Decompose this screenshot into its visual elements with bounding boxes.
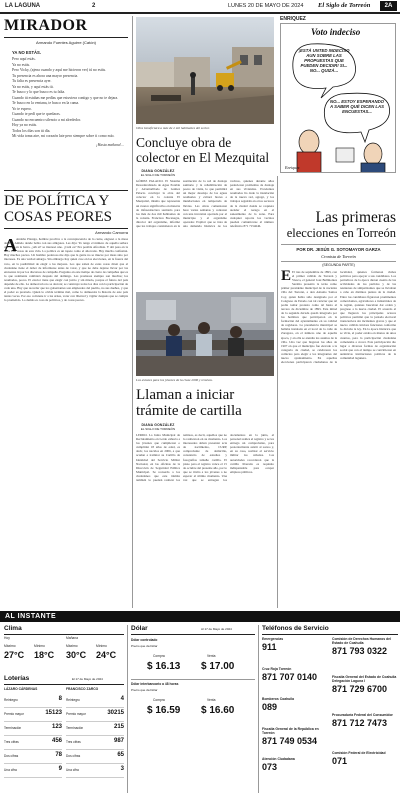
tramite-body: LERDO. La Junta Municipal de Reclutamiento en Lerdo exhorta a los jóvenes que cumplieron o cumplirán 18 años de edad, es decir, los nacidos en 2006, a que acudan a tramitar su Cartilla de Identidad del Servicio Militar Nacional, en las oficinas de la Dirección de Seguridad Pública Municipal. Se recuerda a los ciudadanos que este trámite también lo pueden realizar los remisos, es decir, aquellos que no lo realizaron en su momento. Los interesados deben presentar acta de nacimiento, CURP, comprobante de domicilio, constancia de estudios y fotografías tamaño cartilla. El plazo para el registro vence el 15 de octubre del presente año, por lo que se invita a los jóvenes a no esperar al último momento. Una vez que se entregan los documentos en la junta, el personal realiza el registro y se les entrega un comprobante, para posteriormente asistir al sorteo y, en su caso, realizar el servicio militar los sábados. Las autoridades recordaron que la cartilla liberada es requisito indispensable para ocupar empleos públicos. xyxy=(136,433,274,483)
tramite-title-line2: trámite de cartilla xyxy=(136,403,242,419)
mirador-line: Ya no estás, y aquí estás tú. xyxy=(12,84,54,89)
mezquital-caption: Obra beneficiará a más de 2 mil habitantes del sector. xyxy=(136,126,210,130)
tramite-caption: Los aviones para los jóvenes de la clase 2006 y remisos. xyxy=(136,378,213,382)
elecciones-article xyxy=(281,210,396,608)
elecciones-role: Cronista de Torreón xyxy=(321,254,356,259)
al-instante-label: AL INSTANTE xyxy=(5,612,57,620)
phone-label: Bomberos Coahuila xyxy=(262,697,295,701)
lottery-row xyxy=(66,722,124,736)
lottery-row-value: 30215 xyxy=(107,710,124,716)
phone-number: 871 712 7473 xyxy=(332,718,388,728)
loterias-panel xyxy=(4,675,124,793)
mirador-line: Cuando te pedí que te quedaras. xyxy=(12,112,61,116)
enriquez-cartoon xyxy=(280,23,396,173)
elecciones-title-line1: Las primeras xyxy=(315,209,396,226)
lottery-row-label: Reintegro xyxy=(4,698,18,702)
phone-entry xyxy=(332,713,398,751)
tramite-title xyxy=(136,387,278,419)
issue-date: LUNES 20 DE MAYO DE 2024 xyxy=(228,3,304,9)
mirador-line: Cuando tú estabas me pedías que estuviera contigo y que no te dejara. xyxy=(12,95,119,100)
dolar-interbancario-label: Dólar interbancario a 48 horas xyxy=(131,682,179,686)
section-name: LA LAGUNA xyxy=(5,3,41,9)
mezquital-source: EL SIGLO DE TORREÓN xyxy=(140,173,176,177)
mirador-column xyxy=(4,17,128,187)
cartoon-bubble-2: NO... ESTOY ESPERANDO A SABER QUÉ DICEN LAS ENCUESTAS... xyxy=(329,99,385,114)
phone-entry xyxy=(262,637,328,667)
lottery-row-value: 9 xyxy=(58,766,62,772)
politica-body: A Andaba Pitonga, hombre proclive a la concupiscencia de la carne, engresó a la mesa del Bar Anhelo donde bebía con sus amigotes. Les dijo: Yo tengo el número de aquella señora que está en la barra. ¿Ah sí? se interesó uno. ¿Cuál es? Era posible Afrodisia. Y ahí pasa en la nota. Las cosas de esta vida. La política es un tapete como el ahorcado. Hay mucha confusión. Hay muchos pactos. Un hombre poderoso me dijo que la gente no se mueve por ideas sino por intereses. Es una verdad amarga. Sin embargo hay quien cree en las elecciones, en la fuerza del voto, en la posibilidad de elegir a los mejores. Los que saben de estas cosas dicen que el ciudadano tiene el deber de informarse antes de votar, y que no debe dejarse llevar por las encuestas ni por los discursos de campaña. Pregunto en este tiempo de cierre de campañas qué es lo que realmente cambiará después del domingo. Las promesas siempre son muchas; los resultados, pocos. El elector tiene que elegir con juicio y sin miedo, porque el futuro del país depende de ello. La democracia no se decreta; se construye todos los días con la participación de cada uno. Hay que recordar que los gobernantes son empleados del pueblo, no sus dueños, y que el poder es prestado. Quien lo olvida termina mal, como lo demuestra la historia de este país tantas veces. Por eso conviene ir a las urnas, votar con libertad y vigilar después que se cumpla lo prometido. Lo demás es cosa de políticos, y de cosas peores. xyxy=(4,237,128,303)
clima-value-3: 30°C xyxy=(66,650,87,660)
politica-author: Armando Camorra xyxy=(95,230,128,235)
mirador-line: Hoy ya no estás. xyxy=(12,123,38,127)
dolar-sell-label-1: Venta xyxy=(207,654,216,658)
dolar-sell-label-2: Venta xyxy=(207,698,216,702)
phone-label: Comisión Federal de Electricidad xyxy=(332,751,386,755)
telefonos-right-column xyxy=(332,637,398,789)
clima-value-2: 18°C xyxy=(34,650,55,660)
lottery-row-value: 15123 xyxy=(45,710,62,716)
mirador-line: Tu falta es presencia ayer. xyxy=(12,79,52,83)
paper-name: El Siglo de Torreón xyxy=(318,2,371,9)
phone-entry xyxy=(332,675,398,713)
mirador-line: Tu presencia es ahora una mayor presencia. xyxy=(12,73,79,78)
al-instante-bar xyxy=(0,611,400,622)
lottery-row-label: Terminación xyxy=(66,726,84,730)
phone-label: Comisión de Derechos Humanos del Estado de Coahuila xyxy=(332,637,391,645)
cartoon-title: Voto indeciso xyxy=(311,27,361,37)
elecciones-part: (SEGUNDA PARTE) xyxy=(322,263,355,267)
street-works-image xyxy=(136,17,274,124)
mirador-line: Yo te espero. xyxy=(12,106,32,111)
loterias-date: El 17 de Mayo de 2024 xyxy=(72,677,103,681)
lottery-row xyxy=(4,736,62,750)
mirador-line: ¡Hasta mañana!... xyxy=(96,142,124,147)
clima-title: Clima xyxy=(4,625,22,632)
tramite-article xyxy=(136,423,274,608)
lottery-row-label: Terminación xyxy=(4,726,22,730)
tramite-title-line1: Llaman a iniciar xyxy=(136,387,235,403)
phone-label: Fiscalía General de la República en Torreón xyxy=(262,727,319,735)
lottery-row-value: 987 xyxy=(113,738,124,744)
lottery-row-label: Premio mayor xyxy=(66,712,86,716)
dolar-interbancario-sub: Precio que da Dólar xyxy=(131,688,158,692)
mezquital-photo xyxy=(136,17,274,124)
dolar-buy-label-2: Compra xyxy=(153,698,165,702)
elecciones-body: E El tres de septiembre de 1893, con el primer cabildo de Torreón y Viesca, el general José Bellmontes Sarabia presentó la terna como primer presidente municipal de la naciente villa del Torreón, a don Antonio Santos Coy, quien había sido designado por el Congreso de Estado con tal carácter que tal podía tomar protesta como tal hasta el tercero de diciembre de 1893. Esta mitad de la segunda década quedó integrada por los hombres que participaron en la formación del ayuntamiento en su calidad de regidores. La presidencia municipal se hallaba instalada en el local de la calle de Zaragoza, en el número uno de aquella época, y en ella se atendía los asuntos de la villa. Una vez que llegaron los años de 1907 en que el municipio fue elevado a la categoría de ciudad, se celebraron los comicios para elegir a los integrantes del nuevo ayuntamiento. En aquellas elecciones participaron ciudadanos de la localidad, quienes formaron clubes políticos para apoyar a sus candidatos. Los periódicos de la época dieron cuenta de las actividades de los partidos y de las reuniones de simpatizantes que se llevaban a cabo en distintos puntos de la ciudad. Entre los candidatos figuraron prominentes comerciantes, agricultores e industriales de la región, quienes buscaban dar orden y progreso a la nueva ciudad. El acuerdo al que llegaron los principales actores políticos permitió que la jornada electoral transcurriera sin incidentes graves y que el nuevo cabildo iniciara funciones conforme lo dictaba la ley. En la época histórica que se vivía, el poder estaba en manos de unos cuantos, pero la participación ciudadana comenzaba a crecer. Esta participación dio lugar a diversas formas de organización social que con el tiempo se convirtieron en auténticas instituciones políticas de la comunidad lagunera. xyxy=(281,270,396,365)
mezquital-body: GÓMEZ PALACIO. El Sistema Descentralizado de Agua Potable y Alcantarillado de Gómez Palacio concluyó la obra del colector en la colonia El Mezquital, misma que representa un avance significativo en materia de infraestructura sanitaria para los más de dos mil habitantes de la colonia. Francisco Bocanegra, director del organismo, informó que los trabajos consistieron en la sustitución de la red de drenaje sanitario y la rehabilitación de pozos de visita, lo que permitirá un mejor desalojo de las aguas residuales y evitará brotes e inundaciones en temporada de lluvias. Las obras comenzaron hace varias semanas y contaron con una inversión aportada por el municipio y el organismo operador. Explicó que se trata de una demanda histórica de los vecinos, quienes durante años padecieron problemas de drenaje en sus viviendas. Excelentes resultados ha dado la instalación de la nueva red, agregó, y los trabajos seguirán en otros sectores de la ciudad donde se requiere atender el rezago en el saneamiento de la zona. Para cualquier reporte los vecinos pueden comunicarse al número telefónico 871 7154646. xyxy=(136,179,274,229)
politica-text: Andaba Pitonga, hombre proclive a la concupiscencia de la carne, engresó a la mesa del Bar Anhelo donde bebía con sus amigotes. Les dijo: Yo tengo el número de aquella señora que está en la barra. ¿Ah sí? se interesó uno. ¿Cuál es? Era posible Afrodisia. Y ahí pasa en la nota. Las cosas de esta vida. La política es un tapete como el ahorcado. Hay mucha confusión. Hay muchos pactos. Un hombre poderoso me dijo que la gente no se mueve por ideas sino por intereses. Es una verdad amarga. Sin embargo hay quien cree en las elecciones, en la fuerza del voto, en la posibilidad de elegir a los mejores. Los que saben de estas cosas dicen que el ciudadano tiene el deber de informarse antes de votar, y que no debe dejarse llevar por las encuestas ni por los discursos de campaña. Pregunto en este tiempo de cierre de campañas qué es lo que realmente cambiará después del domingo. Las promesas siempre son muchas; los resultados, pocos. El elector tiene que elegir con juicio y sin miedo, porque el futuro del país depende de ello. La democracia no se decreta; se construye todos los días con la participación de cada uno. Hay que recordar que los gobernantes son empleados del pueblo, no sus dueños, y que el poder es prestado. Quien lo olvida termina mal, como lo demuestra la historia de este país tantas veces. Por eso conviene ir a las urnas, votar con libertad y vigilar después que se cumpla lo prometido. Lo demás es cosa de políticos, y de cosas peores. xyxy=(4,237,128,303)
mirador-line: Mi vida toma aire, mi corazón late pero siempre sobre ti como mío. xyxy=(12,134,115,138)
clima-value-1: 27°C xyxy=(4,650,25,660)
dolar-buy-1: $ 16.13 xyxy=(147,661,181,672)
clima-col-3: Máximo xyxy=(66,644,78,648)
phone-number: 871 749 0534 xyxy=(262,736,318,746)
lottery-row-value: 3 xyxy=(120,766,124,772)
clima-col-2: Mínimo xyxy=(34,644,45,648)
phone-label: Fiscalía General del Estado de Coahuila Delegación Laguna I xyxy=(332,675,397,683)
phone-number: 871 793 0322 xyxy=(332,646,388,656)
lottery-row xyxy=(4,708,62,722)
lottery-row-label: Tres cifras xyxy=(4,740,19,744)
mirador-line: Pero aquí estás. xyxy=(12,57,36,61)
clima-day-1: Hoy xyxy=(4,636,10,640)
dolar-buy-label-1: Compra xyxy=(153,654,165,658)
lottery-row xyxy=(66,750,124,764)
elecciones-title-line2: elecciones en Torreón xyxy=(286,226,396,240)
dolar-controlado-sub: Precio que da Dólar xyxy=(131,644,158,648)
phone-entry xyxy=(332,751,398,789)
mirador-line: Ya no estás. xyxy=(12,62,31,67)
loteria-left-table xyxy=(4,694,62,778)
phone-entry xyxy=(262,757,328,787)
mirador-line: Todos los días son tú día. xyxy=(12,128,51,133)
cartoon-signature: Enriquez xyxy=(285,165,300,170)
lottery-row-label: Premio mayor xyxy=(4,712,24,716)
phone-number: 073 xyxy=(262,762,278,772)
phone-entry xyxy=(332,637,398,675)
dolar-sell-1: $ 17.00 xyxy=(201,661,235,672)
tramite-photo xyxy=(136,292,274,376)
phone-entry xyxy=(262,667,328,697)
mirador-poem xyxy=(12,57,124,148)
clima-panel xyxy=(4,625,124,671)
lottery-row-value: 65 xyxy=(117,752,124,758)
lottery-row xyxy=(4,764,62,778)
tramite-author: DIANA GONZÁLEZ xyxy=(141,423,175,427)
mirador-line: Te busco en la ventana, te busco en la cama. xyxy=(12,101,80,105)
lottery-row xyxy=(66,708,124,722)
tramite-source: EL SIGLO DE TORREÓN xyxy=(140,427,176,431)
lottery-row-label: Una cifra xyxy=(66,768,79,772)
dolar-sell-2: $ 16.60 xyxy=(201,705,235,716)
phone-number: 071 xyxy=(332,756,348,766)
mezquital-title: Concluye obra de colector en El Mezquital xyxy=(136,135,270,165)
dolar-title: Dólar xyxy=(131,625,148,632)
lottery-row xyxy=(4,694,62,708)
loterias-title: Loterías xyxy=(4,675,30,682)
loteria-left-title: LÁZARO CÁRDENAS xyxy=(4,687,38,691)
politica-title-line2: COSAS PEORES xyxy=(4,209,112,225)
politica-title-line1: DE POLÍTICA Y xyxy=(4,193,110,209)
mirador-line: Te busco y lo que busco es tu falta. xyxy=(12,90,66,94)
mirador-line: Pero Vicky, (ajena cuando y aquí me hicieron ver) tú no estás. xyxy=(12,68,107,72)
phone-label: Emergencias xyxy=(262,637,284,641)
lottery-row xyxy=(66,736,124,750)
lottery-row xyxy=(66,694,124,708)
clima-col-1: Máximo xyxy=(4,644,16,648)
politica-article xyxy=(4,193,128,608)
mirador-subtitle: YA NO ESTÁS. xyxy=(12,50,42,55)
elecciones-author: POR DR. JESÚS G. SOTOMAYOR GARZA xyxy=(296,247,381,252)
dolar-panel xyxy=(131,625,255,793)
mirador-author: Armando Fuentes Aguirre (Catón) xyxy=(35,40,97,45)
mezquital-article xyxy=(136,169,274,289)
lottery-row-label: Reintegro xyxy=(66,698,80,702)
elecciones-text: El tres de septiembre de 1893, con el primer cabildo de Torreón y Viesca, el general José Bellmontes Sarabia presentó la terna como primer presidente municipal de la naciente villa del Torreón, a don Antonio Santos Coy, quien había sido designado por el Congreso de Estado con tal carácter que tal podía tomar protesta como tal hasta el tercero de diciembre de 1893. Esta mitad de la segunda década quedó integrada por los hombres que participaron en la formación del ayuntamiento en su calidad de regidores. La presidencia municipal se hallaba instalada en el local de la calle de Zaragoza, en el número uno de aquella época, y en ella se atendía los asuntos de la villa. Una vez que llegaron los años de 1907 en que el municipio fue elevado a la categoría de ciudad, se celebraron los comicios para elegir a los integrantes del nuevo ayuntamiento. En aquellas elecciones participaron ciudadanos de la localidad, quienes formaron clubes políticos para apoyar a sus candidatos. Los periódicos de la época dieron cuenta de las actividades de los partidos y de las reuniones de simpatizantes que se llevaban a cabo en distintos puntos de la ciudad. Entre los candidatos figuraron prominentes comerciantes, agricultores e industriales de la región, quienes buscaban dar orden y progreso a la nueva ciudad. El acuerdo al que llegaron los principales actores políticos permitió que la jornada electoral transcurriera sin incidentes graves y que el nuevo cabildo iniciara funciones conforme lo dictaba la ley. En la época histórica que se vivía, el poder estaba en manos de unos cuantos, pero la participación ciudadana comenzaba a crecer. Esta participación dio lugar a diversas formas de organización social que con el tiempo se convirtieron en auténticas instituciones políticas de la comunidad lagunera. xyxy=(281,270,396,365)
phone-number: 911 xyxy=(262,642,277,652)
lottery-row xyxy=(66,764,124,778)
telefonos-panel xyxy=(262,625,398,793)
lottery-row-label: Dos cifras xyxy=(66,754,81,758)
lottery-row-label: Dos cifras xyxy=(4,754,19,758)
office-image xyxy=(136,292,274,376)
dolar-controlado-label: Dólar controlado xyxy=(131,638,158,642)
section-code: 2A xyxy=(380,1,397,11)
lottery-row-value: 456 xyxy=(51,738,62,744)
mezquital-author: DIANA GONZÁLEZ xyxy=(141,169,175,173)
lottery-row-value: 123 xyxy=(51,724,62,730)
phone-label: Procuraduría Federal del Consumidor xyxy=(332,713,393,717)
clima-day-2: Mañana xyxy=(66,636,78,640)
dolar-buy-2: $ 16.59 xyxy=(147,705,181,716)
page-number-left: 2 xyxy=(92,3,96,9)
lottery-row-label: Tres cifras xyxy=(66,740,81,744)
clima-value-4: 24°C xyxy=(96,650,117,660)
lottery-row-value: 8 xyxy=(58,696,62,702)
telefonos-title: Teléfonos de Servicio xyxy=(262,625,329,632)
phone-label: Cruz Roja Torreón xyxy=(262,667,292,671)
mirador-line: Cuando no encuentro silencio a mi alrededor. xyxy=(12,117,81,122)
phone-number: 871 707 0140 xyxy=(262,672,318,682)
lottery-row-value: 78 xyxy=(55,752,62,758)
lottery-row xyxy=(4,722,62,736)
clima-col-4: Mínimo xyxy=(96,644,107,648)
masthead xyxy=(0,0,400,13)
loteria-right-table xyxy=(66,694,124,778)
phone-entry xyxy=(262,697,328,727)
phone-number: 871 729 6700 xyxy=(332,684,388,694)
dolar-date: Al 17 de Mayo de 2024 xyxy=(201,627,232,631)
cartoon-bubble-1: ¡ESTÁ UNTED INDECISO AUN SOBRE LAS PROPUESTAS QUE PUEDEN DECIDIR! SI... NO... QUIZÁ... xyxy=(298,48,350,73)
phone-entry xyxy=(262,727,328,757)
lottery-row xyxy=(4,750,62,764)
lottery-row-value: 215 xyxy=(113,724,124,730)
cartoon-label: ENRIQUEZ xyxy=(280,16,306,22)
mirador-title: MIRADOR xyxy=(4,17,88,34)
telefonos-left-column xyxy=(262,637,328,787)
loteria-right-title: FRANCISCO ZARCO xyxy=(66,687,99,691)
lottery-row-value: 4 xyxy=(120,696,124,702)
phone-number: 089 xyxy=(262,702,278,712)
phone-label: Atención Ciudadana xyxy=(262,757,295,761)
lottery-row-label: Una cifra xyxy=(4,768,17,772)
